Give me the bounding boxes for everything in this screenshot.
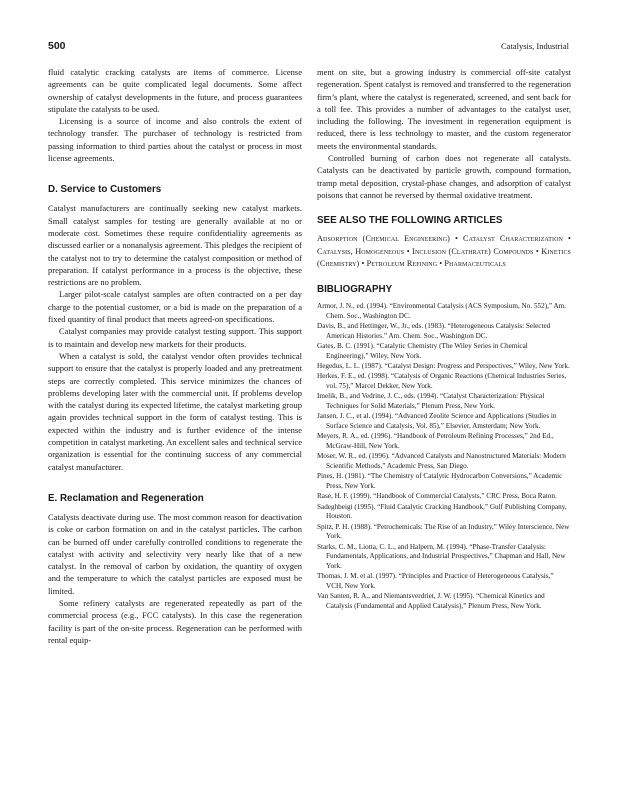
running-head: Catalysis, Industrial — [501, 41, 569, 51]
bibliography-heading: BIBLIOGRAPHY — [317, 284, 393, 296]
bibliography-entry: Jansen, J. C., et al. (1994). “Advanced Zeolite Science and Applications (Studies in Surface Science and Catalysis, Vol. 85),” Elsevier, Amsterdam; New York. — [317, 412, 557, 431]
right-column — [317, 66, 571, 612]
see-also-link[interactable]: Petroleum Refining — [366, 258, 438, 268]
paragraph: Catalyst manufacturers are continually seeking new catalyst markets. Small catalyst samples for testing are generally available at no or moderate cost. Sometimes these require confidentiality agreements as discussed earlier or a nonanalysis agreement. This pledges the recipient of the catalyst not to try to determine the catalyst composition or method of preparation. If catalyst performance in a process is the objective, these restrictions are no problem. — [48, 203, 302, 288]
bibliography-entry: Imelik, B., and Vedrine, J. C., eds. (1994). “Catalyst Characterization: Physical Techniques for Solid Materials,” Plenum Press, New York. — [317, 392, 545, 411]
paragraph: Catalyst companies may provide catalyst testing support. This support is to maintain and develop new markets for their products. — [48, 326, 302, 349]
bibliography-entry: Rase, H. F. (1999). “Handbook of Commercial Catalysts,” CRC Press, Boca Raton. — [317, 492, 557, 501]
bibliography-entry: Moser, W. R., ed. (1996). “Advanced Catalysts and Nanostructured Materials: Modern Scientific Methods,” Academic Press, San Diego. — [317, 452, 566, 471]
paragraph: Some refinery catalysts are regenerated repeatedly as part of the commercial process (e.g., FCC catalysts). In this case the regeneration facility is part of the on-site process. Regeneration can be performed with rental equip- — [48, 597, 302, 645]
see-also-heading: SEE ALSO THE FOLLOWING ARTICLES — [317, 215, 503, 227]
paragraph: ment on site, but a growing industry is commercial off-site catalyst regeneration. Spent catalyst is removed and transferred to the regeneration firm’s plant, where the catalyst is regenerated, screened, and sent back for a toll fee. This provides a number of advantages to the catalyst user, including the following. The investment in regeneration equipment is reduced, there is less technology to master, and the custom regenerator meets the environmental standards. — [317, 67, 571, 151]
see-also-link[interactable]: Pharmaceuticals — [444, 258, 506, 268]
paragraph: fluid catalytic cracking catalysts are items of commerce. License agreements can be quite complicated legal documents. Some affect ownership of catalyst developments in the future, and process guarantees stipulate the catalysts to be used. — [48, 67, 302, 114]
see-also-link[interactable]: Kinetics (Chemistry) — [317, 246, 571, 268]
bibliography-entry: Meyers, R. A., ed. (1996). “Handbook of Petroleum Refining Processes,” 2nd Ed., McGraw-Hill, New York. — [317, 432, 554, 451]
bibliography-entry: Pines, H. (1981). “The Chemistry of Catalytic Hydrocarbon Conversions,” Academic Press, New York. — [317, 472, 563, 491]
bibliography-entry: Herkes, F. E., ed. (1998). “Catalysis of Organic Reactions (Chemical Industries Series, vol. 75),” Marcel Dekker, New York. — [317, 372, 567, 391]
paragraph: Licensing is a source of income and also controls the extent of technology transfer. The purchaser of technology is restricted from passing information to third parties about the catalyst or process in most license agreements. — [48, 116, 302, 164]
bibliography-entry: Van Santen, R. A., and Niemantsverdriet, J. W. (1995). “Chemical Kinetics and Catalysis (Fundamental and Applied Catalysis),” Plenum Press, New York. — [317, 592, 545, 611]
see-also-link[interactable]: Catalysis, Homogeneous — [317, 246, 405, 256]
paragraph: When a catalyst is sold, the catalyst vendor often provides technical support to ensure that the catalyst is properly loaded and any pretreatment steps are correctly completed. This service minimizes the chances of problems developing later with the commercial unit. If problems develop with the catalyst during its expected lifetime, the catalyst marketing group again provides technical support in the form of catalyst testing. This is expected within the industry and is further evidence of the intense competition in catalyst marketing. An excellent sales and technical service organization is essential for the continuing success of any commercial catalyst manufacturer. — [48, 350, 302, 472]
section-heading-service: D. Service to Customers — [48, 184, 162, 196]
paragraph: Larger pilot-scale catalyst samples are often contracted on a per day charge to the potential customer, or a bid is made on the preparation of a fixed quantity of final product that meets agreed-on specifications. — [48, 289, 302, 325]
bibliography-entry: Hegedus, L. L. (1987). “Catalyst Design: Progress and Perspectives,” Wiley, New York. — [317, 362, 570, 371]
bibliography-entry: Gates, B. C. (1991). “Catalytic Chemistry (The Wiley Series in Chemical Engineering),” Wiley, New York. — [317, 342, 528, 360]
bibliography-entry: Spitz, P. H. (1988). “Petrochemicals: The Rise of an Industry,” Wiley Interscience, New York. — [317, 522, 570, 541]
section-heading-reclamation: E. Reclamation and Regeneration — [48, 492, 204, 504]
see-also-link[interactable]: Inclusion (Clathrate) Compounds — [412, 246, 534, 256]
paragraph: Controlled burning of carbon does not regenerate all catalysts. Catalysts can be deactivated by particle growth, compound formation, tramp metal deposition, crystal-phase changes, and adsorption of catalyst poisons that cannot be reversed by thermal oxidative treatment. — [317, 153, 571, 200]
left-column — [48, 66, 302, 646]
paragraph: Catalysts deactivate during use. The most common reason for deactivation is coke or carbon formation on and in the catalyst particles. The carbon can be burned off under carefully controlled conditions to regenerate the catalyst with activity and selectivity very nearly like that of a new catalyst. In the removal of carbon by oxidation, the quantity of oxygen and the temperature to which the catalyst particles are exposed must be limited. — [48, 511, 302, 596]
see-also-link[interactable]: Catalyst Characterization — [463, 234, 563, 244]
bibliography-entry: Armor, J. N., ed. (1994). “Environmental Catalysis (ACS Symposium, No. 552),” Am. Chem. Soc., Washington DC. — [317, 302, 567, 320]
bibliography-entry: Sadeghbeigi (1995). “Fluid Catalytic Cracking Handbook,” Gulf Publishing Company, Houston. — [317, 502, 567, 521]
page-number: 500 — [48, 40, 66, 52]
see-also-link[interactable]: Adsorption (Chemical Engineering) — [317, 234, 450, 244]
bibliography-entry: Starks, C. M., Liotta, C. L., and Halpern, M. (1994). “Phase-Transfer Catalysis: Fundamentals, Applications, and Industrial Prospectives,” Chapman and Hall, New York. — [317, 542, 566, 571]
bibliography-list — [317, 302, 571, 612]
bibliography-entry: Davis, B., and Hettinger, W., Jr., eds. (1983). “Heterogeneous Catalysis: Selected American Histories.” Am. Chem. Soc., Washington DC. — [317, 322, 551, 340]
see-also-list: Adsorption (Chemical Engineering) • Catalyst Characterization • Catalysis, Homogeneous • Inclusion (Clathrate) Compounds • Kinetics (Chemistry) • Petroleum Refining • Pharmaceuticals — [317, 234, 571, 268]
bibliography-entry: Thomas, J. M. et al. (1997). “Principles and Practice of Heterogeneous Catalysis,” VCH, New York. — [317, 572, 554, 591]
